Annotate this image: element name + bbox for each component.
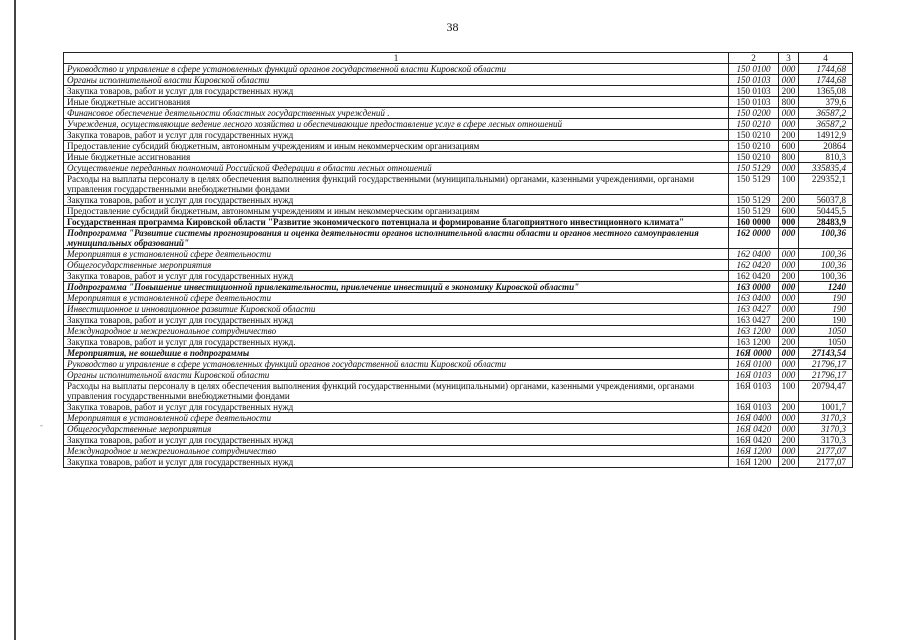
row-code-cell: 150 0210 [729,119,779,130]
row-name-cell: Международное и межрегиональное сотрудничество [64,326,729,337]
row-amount-cell: 1050 [799,337,853,348]
row-amount-cell: 1365,08 [799,86,853,97]
table-row [64,141,853,152]
table-row [64,152,853,163]
row-code-cell: 163 0000 [729,282,779,293]
row-vr-cell: 000 [779,282,799,293]
row-amount-cell: 21796,17 [799,359,853,370]
row-amount-cell: 2177,07 [799,457,853,468]
table-row [64,402,853,413]
table-row [64,228,853,249]
table-row [64,119,853,130]
row-code-cell: 163 1200 [729,337,779,348]
row-name-cell: Предоставление субсидий бюджетным, автономным учреждениям и иным некоммерческим организациям [64,141,729,152]
table-row [64,271,853,282]
row-amount-cell: 810,3 [799,152,853,163]
page-number: 38 [446,20,459,34]
table-row [64,337,853,348]
row-name-cell: Закупка товаров, работ и услуг для государственных нужд [64,130,729,141]
row-amount-cell: 100,36 [799,271,853,282]
row-vr-cell: 100 [779,381,799,402]
row-amount-cell: 36587,2 [799,119,853,130]
row-amount-cell: 1050 [799,326,853,337]
table-row [64,108,853,119]
margin-mark: - [40,420,43,430]
row-vr-cell: 200 [779,315,799,326]
row-vr-cell: 200 [779,402,799,413]
row-code-cell: 150 0103 [729,97,779,108]
row-code-cell: 16Я 0103 [729,370,779,381]
row-amount-cell: 20864 [799,141,853,152]
row-name-cell: Расходы на выплаты персоналу в целях обеспечения выполнения функций государственными (муниципальными) органами, казенными учреждениями, органами управления государственными внебюджетными фондами [64,174,729,195]
table-row [64,260,853,271]
row-vr-cell: 000 [779,228,799,249]
row-code-cell: 162 0400 [729,249,779,260]
row-vr-cell: 600 [779,141,799,152]
row-vr-cell: 200 [779,130,799,141]
budget-table [63,52,853,468]
row-amount-cell: 100,36 [799,228,853,249]
row-vr-cell: 200 [779,435,799,446]
row-vr-cell: 100 [779,174,799,195]
table-row [64,130,853,141]
table-row [64,424,853,435]
row-name-cell: Международное и межрегиональное сотрудничество [64,446,729,457]
row-vr-cell: 200 [779,195,799,206]
row-name-cell: Органы исполнительной власти Кировской области [64,75,729,86]
row-amount-cell: 1744,68 [799,75,853,86]
row-name-cell: Подпрограмма "Развитие системы прогнозирования и оценка деятельности органов исполнительной власти области и органов местного самоуправления муниципальных образований" [64,228,729,249]
row-vr-cell: 200 [779,271,799,282]
row-code-cell: 16Я 1200 [729,457,779,468]
table-row [64,381,853,402]
row-vr-cell: 000 [779,163,799,174]
row-amount-cell: 100,36 [799,249,853,260]
row-name-cell: Руководство и управление в сфере установленных функций органов государственной власти Кировской области [64,359,729,370]
row-code-cell: 16Я 0000 [729,348,779,359]
row-amount-cell: 21796,17 [799,370,853,381]
table-row [64,206,853,217]
row-code-cell: 150 0100 [729,64,779,75]
row-name-cell: Финансовое обеспечение деятельности областных государственных учреждений . [64,108,729,119]
row-name-cell: Мероприятия в установленной сфере деятельности [64,413,729,424]
row-code-cell: 160 0000 [729,217,779,228]
row-name-cell: Закупка товаров, работ и услуг для государственных нужд [64,435,729,446]
table-row [64,304,853,315]
row-code-cell: 163 1200 [729,326,779,337]
row-amount-cell: 190 [799,315,853,326]
row-code-cell: 16Я 0100 [729,359,779,370]
row-name-cell: Инвестиционное и инновационное развитие Кировской области [64,304,729,315]
row-vr-cell: 200 [779,457,799,468]
row-vr-cell: 000 [779,75,799,86]
row-code-cell: 150 0210 [729,141,779,152]
row-code-cell: 150 5129 [729,206,779,217]
table-row [64,359,853,370]
row-name-cell: Мероприятия в установленной сфере деятельности [64,293,729,304]
table-row [64,249,853,260]
row-amount-cell: 36587,2 [799,108,853,119]
row-name-cell: Закупка товаров, работ и услуг для государственных нужд. [64,337,729,348]
row-name-cell: Предоставление субсидий бюджетным, автономным учреждениям и иным некоммерческим организациям [64,206,729,217]
row-amount-cell: 28483,9 [799,217,853,228]
table-body [64,64,853,468]
row-amount-cell: 335835,4 [799,163,853,174]
row-amount-cell: 56037,8 [799,195,853,206]
row-code-cell: 162 0420 [729,271,779,282]
table-row [64,435,853,446]
row-vr-cell: 000 [779,424,799,435]
table-row [64,195,853,206]
header-col-name: 1 [64,53,729,64]
row-amount-cell: 20794,47 [799,381,853,402]
header-col-amount: 4 [799,53,853,64]
row-amount-cell: 14912,9 [799,130,853,141]
header-col-vr: 3 [779,53,799,64]
table-row [64,446,853,457]
row-code-cell: 16Я 0420 [729,435,779,446]
row-name-cell: Закупка товаров, работ и услуг для государственных нужд [64,457,729,468]
row-name-cell: Мероприятия, не вошедшие в подпрограммы [64,348,729,359]
table-row [64,174,853,195]
table-row [64,315,853,326]
row-name-cell: Органы исполнительной власти Кировской области [64,370,729,381]
row-code-cell: 162 0420 [729,260,779,271]
table-row [64,64,853,75]
row-code-cell: 150 5129 [729,163,779,174]
row-vr-cell: 000 [779,293,799,304]
row-code-cell: 163 0400 [729,293,779,304]
row-amount-cell: 3170,3 [799,424,853,435]
row-name-cell: Иные бюджетные ассигнования [64,152,729,163]
row-amount-cell: 2177,07 [799,446,853,457]
row-vr-cell: 000 [779,446,799,457]
row-code-cell: 16Я 0400 [729,413,779,424]
row-code-cell: 16Я 1200 [729,446,779,457]
row-vr-cell: 000 [779,359,799,370]
row-code-cell: 150 5129 [729,174,779,195]
row-code-cell: 163 0427 [729,315,779,326]
row-amount-cell: 379,6 [799,97,853,108]
row-vr-cell: 000 [779,108,799,119]
row-vr-cell: 800 [779,97,799,108]
row-name-cell: Осуществление переданных полномочий Российской Федерации в области лесных отношений [64,163,729,174]
row-vr-cell: 000 [779,348,799,359]
row-name-cell: Расходы на выплаты персоналу в целях обеспечения выполнения функций государственными (муниципальными) органами, казенными учреждениями, органами управления государственными внебюджетными фондами [64,381,729,402]
row-code-cell: 150 0200 [729,108,779,119]
row-vr-cell: 000 [779,304,799,315]
row-name-cell: Иные бюджетные ассигнования [64,97,729,108]
row-amount-cell: 100,36 [799,260,853,271]
table-row [64,293,853,304]
row-amount-cell: 1744,68 [799,64,853,75]
row-vr-cell: 600 [779,206,799,217]
row-vr-cell: 000 [779,249,799,260]
binding-edge-line [14,0,16,640]
row-vr-cell: 000 [779,217,799,228]
table-row [64,163,853,174]
row-amount-cell: 190 [799,304,853,315]
table-row [64,457,853,468]
row-name-cell: Общегосударственные мероприятия [64,424,729,435]
table-header-row [64,53,853,64]
row-name-cell: Государственная программа Кировской области "Развитие экономического потенциала и формирование благоприятного инвестиционного климата" [64,217,729,228]
row-vr-cell: 000 [779,326,799,337]
row-vr-cell: 000 [779,370,799,381]
row-code-cell: 150 0103 [729,86,779,97]
table-row [64,370,853,381]
row-name-cell: Закупка товаров, работ и услуг для государственных нужд [64,271,729,282]
row-vr-cell: 000 [779,64,799,75]
table-row [64,97,853,108]
table-row [64,413,853,424]
row-code-cell: 16Я 0420 [729,424,779,435]
table-row [64,348,853,359]
header-col-code: 2 [729,53,779,64]
row-name-cell: Подпрограмма "Повышение инвестиционной привлекательности, привлечение инвестиций в экономику Кировской области" [64,282,729,293]
row-name-cell: Учреждения, осуществляющие ведение лесного хозяйства и обеспечивающие предоставление услуг в сфере лесных отношений [64,119,729,130]
row-code-cell: 163 0427 [729,304,779,315]
row-name-cell: Мероприятия в установленной сфере деятельности [64,249,729,260]
row-name-cell: Закупка товаров, работ и услуг для государственных нужд [64,86,729,97]
row-name-cell: Общегосударственные мероприятия [64,260,729,271]
row-code-cell: 16Я 0103 [729,402,779,413]
row-code-cell: 150 5129 [729,195,779,206]
row-code-cell: 150 0210 [729,152,779,163]
row-vr-cell: 000 [779,260,799,271]
row-name-cell: Закупка товаров, работ и услуг для государственных нужд [64,315,729,326]
row-amount-cell: 190 [799,293,853,304]
row-vr-cell: 200 [779,337,799,348]
row-name-cell: Закупка товаров, работ и услуг для государственных нужд [64,402,729,413]
row-name-cell: Закупка товаров, работ и услуг для государственных нужд [64,195,729,206]
table-row [64,217,853,228]
row-amount-cell: 3170,3 [799,435,853,446]
row-amount-cell: 50445,5 [799,206,853,217]
row-amount-cell: 1001,7 [799,402,853,413]
row-code-cell: 162 0000 [729,228,779,249]
row-name-cell: Руководство и управление в сфере установленных функций органов государственной власти Кировской области [64,64,729,75]
row-vr-cell: 800 [779,152,799,163]
table-row [64,282,853,293]
row-amount-cell: 229352,1 [799,174,853,195]
table-row [64,326,853,337]
table-row [64,75,853,86]
row-code-cell: 150 0210 [729,130,779,141]
row-amount-cell: 1240 [799,282,853,293]
row-vr-cell: 200 [779,86,799,97]
table-row [64,86,853,97]
row-vr-cell: 000 [779,413,799,424]
row-vr-cell: 000 [779,119,799,130]
row-amount-cell: 3170,3 [799,413,853,424]
row-code-cell: 16Я 0103 [729,381,779,402]
row-code-cell: 150 0103 [729,75,779,86]
row-amount-cell: 27143,54 [799,348,853,359]
